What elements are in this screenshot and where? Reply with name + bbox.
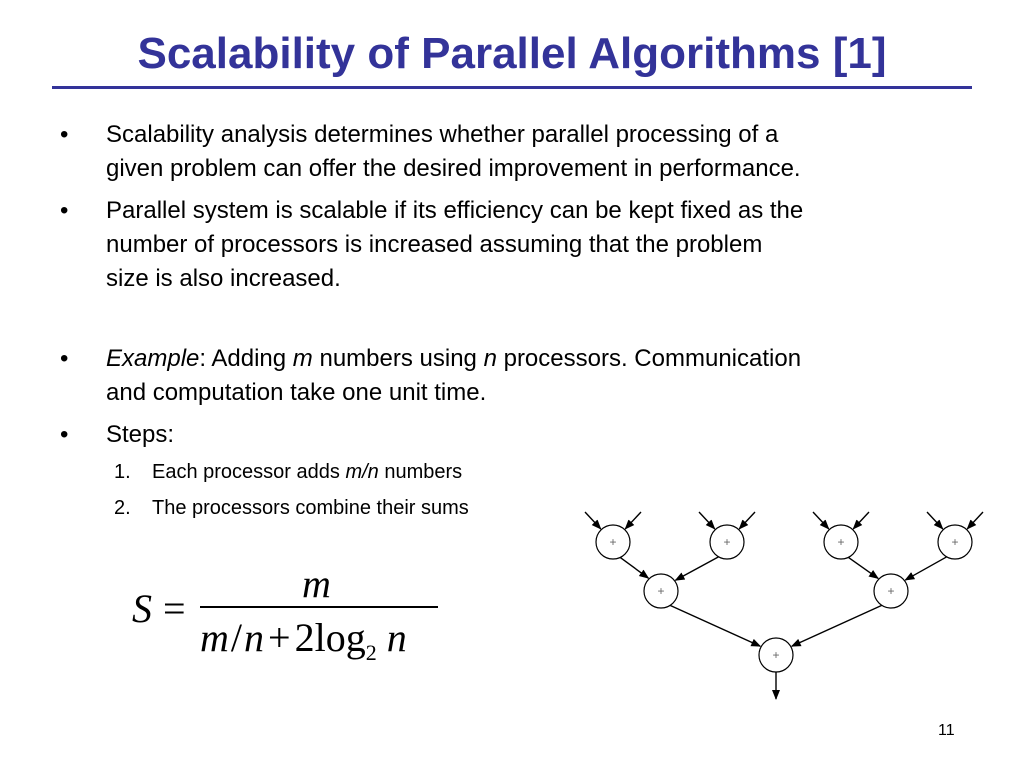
formula-denominator: $m/n + 2\log_2$ n bbox=[200, 615, 407, 665]
adder-node-label: + bbox=[887, 584, 895, 598]
leaf-adder-node bbox=[596, 525, 630, 559]
tree-edges bbox=[585, 512, 983, 699]
step-1-text bbox=[152, 458, 462, 486]
tree-edge-arrow bbox=[661, 601, 760, 646]
page-number: 11 bbox=[938, 722, 955, 739]
bullet-3-after-m: numbers using bbox=[312, 345, 484, 372]
bullet-1-line-1: Scalability analysis determines whether parallel processing of a bbox=[106, 121, 779, 148]
bullet-3-line-1 bbox=[106, 342, 801, 376]
adder-node-label: + bbox=[723, 535, 731, 549]
title-underline bbox=[52, 86, 972, 89]
fraction-bar bbox=[200, 606, 438, 608]
step-1-var: m/n bbox=[345, 461, 379, 483]
bullet-2-text bbox=[106, 194, 803, 296]
input-arrow bbox=[813, 512, 829, 529]
step-2-number: 2. bbox=[114, 497, 131, 519]
bullet-marker: • bbox=[60, 121, 69, 148]
tree-edge-arrow bbox=[792, 601, 891, 646]
mid-adder-node bbox=[874, 574, 908, 608]
bullet-3-after-label: : Adding bbox=[199, 345, 293, 372]
example-label: Example bbox=[106, 345, 200, 372]
input-arrow bbox=[853, 512, 869, 529]
input-arrow bbox=[699, 512, 715, 529]
input-arrow bbox=[927, 512, 943, 529]
leaf-adder-node bbox=[824, 525, 858, 559]
tree-nodes bbox=[596, 525, 972, 672]
adder-node-label: + bbox=[772, 648, 780, 662]
adder-node-label: + bbox=[657, 584, 665, 598]
step-1-before: Each processor adds bbox=[152, 461, 346, 483]
var-n: n bbox=[483, 345, 497, 372]
bullet-4-text: Steps: bbox=[106, 421, 175, 448]
bullet-marker: • bbox=[60, 345, 69, 372]
bullet-1-text bbox=[106, 118, 801, 186]
bullet-3-line-2: and computation take one unit time. bbox=[106, 379, 487, 406]
step-1-after: numbers bbox=[378, 461, 463, 483]
slide-title: Scalability of Parallel Algorithms [1] bbox=[137, 29, 887, 78]
var-m: m bbox=[292, 345, 313, 372]
reduction-tree-diagram bbox=[570, 500, 1000, 715]
leaf-adder-node bbox=[938, 525, 972, 559]
adder-node-label: + bbox=[837, 535, 845, 549]
step-2-text: The processors combine their sums bbox=[152, 497, 469, 519]
input-arrow bbox=[967, 512, 983, 529]
bullet-2-line-3: size is also increased. bbox=[106, 265, 341, 292]
input-arrow bbox=[625, 512, 641, 529]
bullet-1-line-2: given problem can offer the desired improvement in performance. bbox=[106, 155, 801, 182]
formula-numerator: m bbox=[302, 561, 331, 606]
formula-equals: = bbox=[163, 586, 186, 631]
bullet-3-text bbox=[106, 342, 801, 410]
bullet-3-after-n: processors. Communication bbox=[496, 345, 802, 372]
input-arrow bbox=[585, 512, 601, 529]
bullet-2-line-2: number of processors is increased assuming that the problem bbox=[106, 231, 763, 258]
mid-adder-node bbox=[644, 574, 678, 608]
input-arrow bbox=[739, 512, 755, 529]
leaf-adder-node bbox=[710, 525, 744, 559]
bullet-2-line-1: Parallel system is scalable if its efficiency can be kept fixed as the bbox=[106, 197, 804, 224]
formula-lhs: S bbox=[132, 586, 152, 631]
root-adder-node bbox=[759, 638, 793, 672]
step-1-number: 1. bbox=[114, 461, 131, 483]
bullet-marker: • bbox=[60, 197, 69, 224]
bullet-marker: • bbox=[60, 421, 69, 448]
adder-node-label: + bbox=[609, 535, 617, 549]
adder-node-label: + bbox=[951, 535, 959, 549]
